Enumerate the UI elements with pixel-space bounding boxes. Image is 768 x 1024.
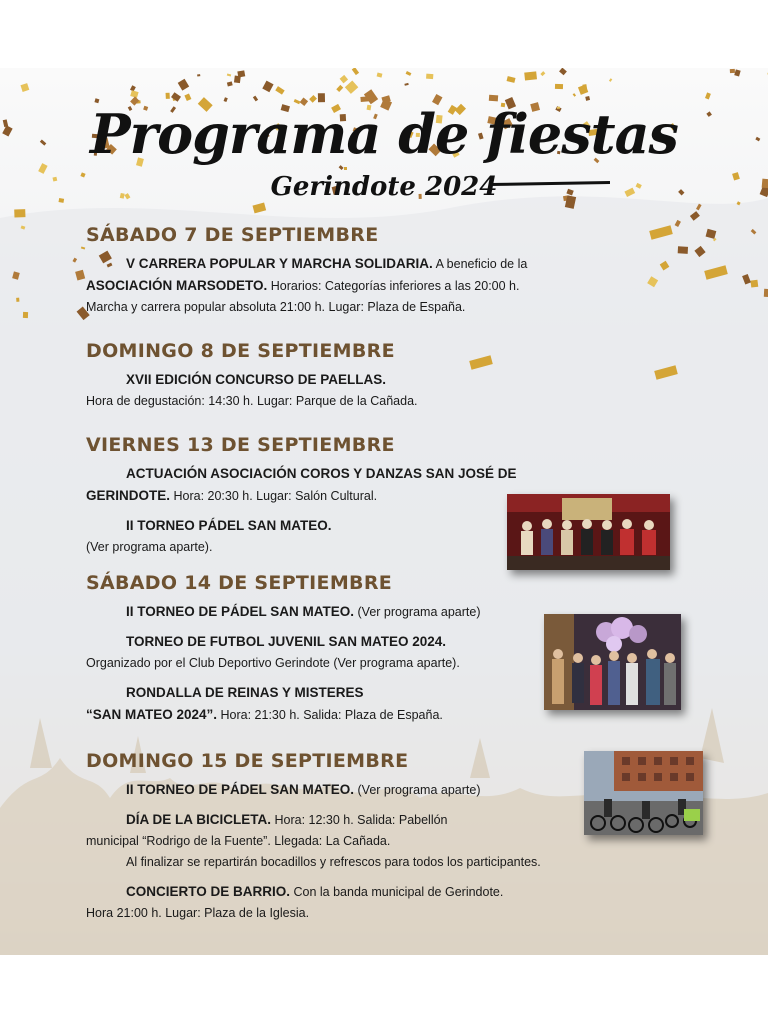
event-line: Marcha y carrera popular absoluta 21:00 h. Lugar: Plaza de España. bbox=[86, 300, 466, 314]
day-heading: DOMINGO 8 DE SEPTIEMBRE bbox=[86, 340, 395, 362]
confetti-piece bbox=[489, 95, 498, 101]
event-line: II TORNEO DE PÁDEL SAN MATEO. (Ver programa aparte) bbox=[126, 604, 481, 619]
event-line: II TORNEO DE PÁDEL SAN MATEO. (Ver programa aparte) bbox=[126, 782, 481, 797]
confetti-piece bbox=[23, 311, 28, 317]
day-heading: VIERNES 13 DE SEPTIEMBRE bbox=[86, 434, 395, 456]
day-heading: SÁBADO 14 DE SEPTIEMBRE bbox=[86, 572, 393, 594]
event-line: DÍA DE LA BICICLETA. Hora: 12:30 h. Salida: Pabellón bbox=[126, 812, 448, 827]
day-section-domingo-8 bbox=[86, 340, 706, 412]
event-line: Hora 21:00 h. Lugar: Plaza de la Iglesia. bbox=[86, 906, 310, 920]
event-line: Organizado por el Club Deportivo Gerindote (Ver programa aparte). bbox=[86, 656, 460, 670]
confetti-piece bbox=[197, 73, 200, 76]
event-line: Al finalizar se repartirán bocadillos y refrescos para todos los participantes. bbox=[126, 855, 541, 869]
event-line: V CARRERA POPULAR Y MARCHA SOLIDARIA. A beneficio de la bbox=[126, 256, 528, 271]
confetti-piece bbox=[15, 209, 26, 217]
confetti-piece bbox=[426, 74, 433, 80]
confetti-piece bbox=[376, 72, 381, 77]
event-line: (Ver programa aparte). bbox=[86, 540, 213, 554]
confetti-piece bbox=[237, 70, 245, 77]
confetti-piece bbox=[555, 84, 563, 89]
event-line: XVII EDICIÓN CONCURSO DE PAELLAS. bbox=[126, 372, 387, 387]
bicicleta-photo bbox=[584, 751, 703, 835]
event-line: RONDALLA DE REINAS Y MISTERES bbox=[126, 685, 364, 700]
confetti-piece bbox=[582, 84, 587, 90]
day-section-sabado-7 bbox=[86, 224, 706, 318]
event-line: municipal “Rodrigo de la Fuente”. Llegada: La Cañada. bbox=[86, 834, 391, 848]
confetti-piece bbox=[750, 280, 758, 287]
event-line: TORNEO DE FUTBOL JUVENIL SAN MATEO 2024. bbox=[126, 634, 447, 649]
event-line: ASOCIACIÓN MARSODETO. Horarios: Categorías inferiores a las 20:00 h. bbox=[86, 278, 520, 293]
confetti-piece bbox=[166, 93, 170, 99]
confetti-piece bbox=[764, 288, 768, 296]
confetti-piece bbox=[344, 167, 348, 171]
day-heading: SÁBADO 7 DE SEPTIEMBRE bbox=[86, 224, 379, 246]
event-line: GERINDOTE. Hora: 20:30 h. Lugar: Salón Cultural. bbox=[86, 488, 378, 503]
festival-poster bbox=[0, 68, 768, 955]
confetti-piece bbox=[317, 93, 324, 102]
rondalla-photo bbox=[544, 614, 681, 710]
confetti-piece bbox=[227, 81, 233, 86]
confetti-piece bbox=[729, 68, 734, 72]
poster-title: Programa de fiestas bbox=[90, 102, 678, 166]
confetti-piece bbox=[525, 71, 537, 80]
poster-subtitle: Gerindote 2024 bbox=[270, 172, 498, 202]
event-line: ACTUACIÓN ASOCIACIÓN COROS Y DANZAS SAN JOSÉ DE bbox=[126, 466, 517, 481]
event-line: Hora de degustación: 14:30 h. Lugar: Parque de la Cañada. bbox=[86, 394, 418, 408]
day-heading: DOMINGO 15 DE SEPTIEMBRE bbox=[86, 750, 409, 772]
event-line: CONCIERTO DE BARRIO. Con la banda municipal de Gerindote. bbox=[126, 884, 504, 899]
event-line: “SAN MATEO 2024”. Hora: 21:30 h. Salida: Plaza de España. bbox=[86, 707, 443, 722]
coros-y-danzas-photo bbox=[507, 494, 670, 570]
event-line: II TORNEO PÁDEL SAN MATEO. bbox=[126, 518, 332, 533]
